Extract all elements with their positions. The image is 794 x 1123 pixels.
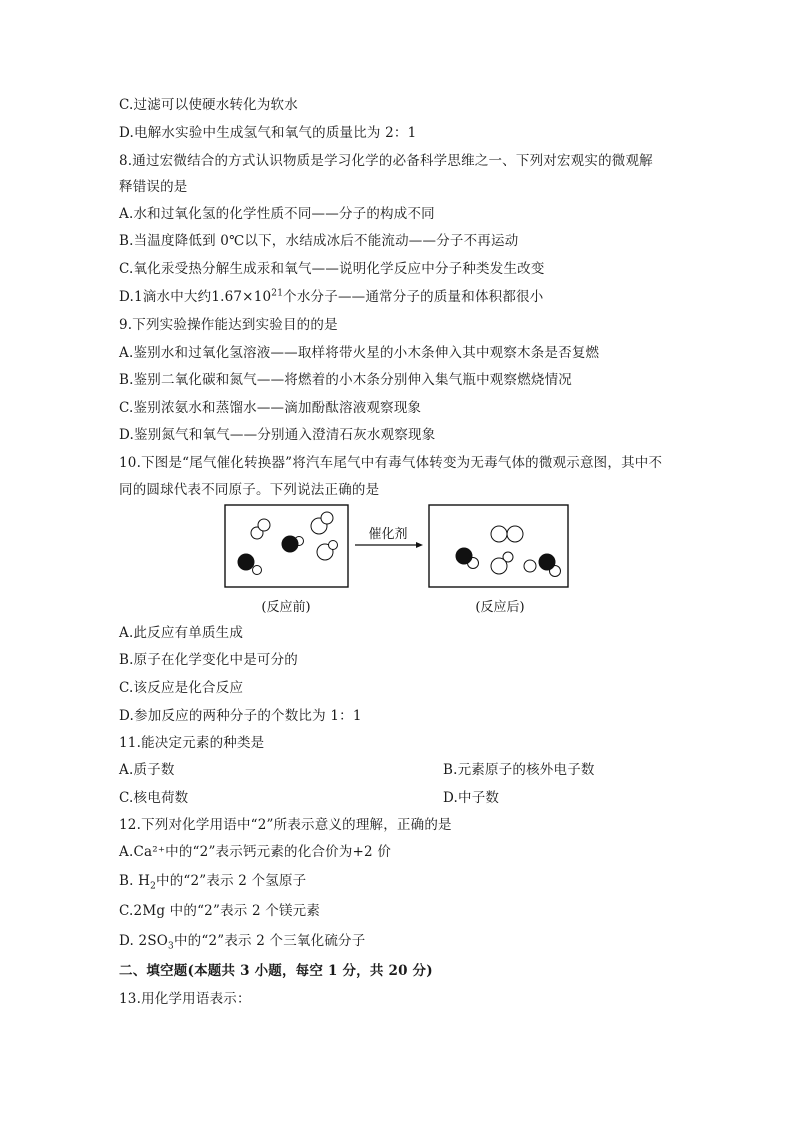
q8d-suffix: 个水分子——通常分子的质量和体积都很小 [283, 289, 544, 305]
product-atom [491, 558, 507, 574]
q13-stem: 13.用化学用语表示： [119, 991, 251, 1007]
q11-option-d: D.中子数 [443, 790, 500, 806]
q12b-subscript: 2 [150, 881, 157, 892]
q10-option-a: A.此反应有单质生成 [119, 625, 244, 641]
q8d-number: 1.67×10 [211, 289, 272, 305]
q8d-exponent: 21 [271, 288, 284, 299]
q9-option-d: D.鉴别氮气和氧气——分别通入澄清石灰水观察现象 [119, 427, 436, 443]
q10-stem-line1: 10.下图是“尾气催化转换器”将汽车尾气中有毒气体转变为无毒气体的微观示意图，其中不 [119, 455, 663, 471]
before-caption: (反应前) [261, 600, 311, 615]
after-caption: (反应后) [475, 600, 525, 615]
section-2-heading: 二、填空题(本题共 3 小题，每空 1 分，共 20 分) [119, 963, 433, 979]
q9-stem: 9.下列实验操作能达到实验目的的是 [119, 317, 338, 333]
q11-option-c: C.核电荷数 [119, 790, 189, 806]
catalyst-label: 催化剂 [368, 527, 408, 542]
reaction-diagram [224, 504, 570, 618]
n2-atom [491, 526, 507, 542]
product-atom [524, 560, 536, 572]
q8-stem-line1: 8.通过宏微结合的方式认识物质是学习化学的必备科学思维之一、下列对宏观实的微观解 [119, 153, 653, 169]
before-molecules [238, 512, 338, 575]
o-atom [329, 541, 338, 550]
after-molecules [456, 526, 561, 577]
q8-stem-line2: 释错误的是 [119, 179, 188, 195]
q12b-prefix: B. H [119, 873, 151, 889]
n2-atom [507, 526, 523, 542]
no-oxygen-atom [253, 566, 262, 575]
product-atom [456, 548, 472, 564]
q11-stem: 11.能决定元素的种类是 [119, 735, 265, 751]
q10-stem-line2: 同的圆球代表不同原子。下列说法正确的是 [119, 482, 380, 498]
q7-option-d: D.电解水实验中生成氢气和氧气的质量比为 2：1 [119, 125, 417, 141]
q10-option-b: B.原子在化学变化中是可分的 [119, 652, 299, 668]
no-nitrogen-atom [282, 536, 298, 552]
q9-option-c: C.鉴别浓氨水和蒸馏水——滴加酚酞溶液观察现象 [119, 400, 422, 416]
q9-option-b: B.鉴别二氧化碳和氮气——将燃着的小木条分别伸入集气瓶中观察燃烧情况 [119, 372, 573, 388]
q12d-subscript: 3 [168, 941, 174, 952]
q12-option-b [119, 871, 306, 891]
reaction-arrow-head [416, 542, 423, 548]
q12d-prefix: D. 2SO [119, 933, 169, 949]
q12b-suffix: 中的“2”表示 2 个氢原子 [156, 873, 307, 889]
q10-option-c: C.该反应是化合反应 [119, 680, 244, 696]
q12-option-c: C.2Mg 中的“2”表示 2 个镁元素 [119, 903, 321, 919]
q8-option-a: A.水和过氧化氢的化学性质不同——分子的构成不同 [119, 206, 435, 222]
product-atom [539, 554, 555, 570]
q12d-suffix: 中的“2”表示 2 个三氧化硫分子 [173, 933, 366, 949]
q12-option-d [119, 931, 365, 951]
after-box [429, 505, 568, 587]
q8-option-c: C.氧化汞受热分解生成汞和氧气——说明化学反应中分子种类发生改变 [119, 261, 545, 277]
q11-option-b: B.元素原子的核外电子数 [443, 762, 595, 778]
q8-option-b: B.当温度降低到 0℃以下，水结成冰后不能流动——分子不再运动 [119, 233, 519, 249]
q9-option-a: A.鉴别水和过氧化氢溶液——取样将带火星的小木条伸入其中观察木条是否复燃 [119, 345, 600, 361]
q12-option-a: A.Ca²⁺中的“2”表示钙元素的化合价为+2 价 [119, 844, 392, 860]
q10-option-d: D.参加反应的两种分子的个数比为 1：1 [119, 708, 362, 724]
o2-atom [321, 512, 333, 524]
q8d-prefix: D.1滴水中大约 [119, 289, 212, 305]
no-nitrogen-atom [238, 554, 254, 570]
q11-option-a: A.质子数 [119, 762, 175, 778]
q8-option-d [119, 287, 543, 307]
o2-atom [258, 519, 270, 531]
q7-option-c: C.过滤可以使硬水转化为软水 [119, 97, 298, 113]
q12-stem: 12.下列对化学用语中“2”所表示意义的理解，正确的是 [119, 817, 452, 833]
